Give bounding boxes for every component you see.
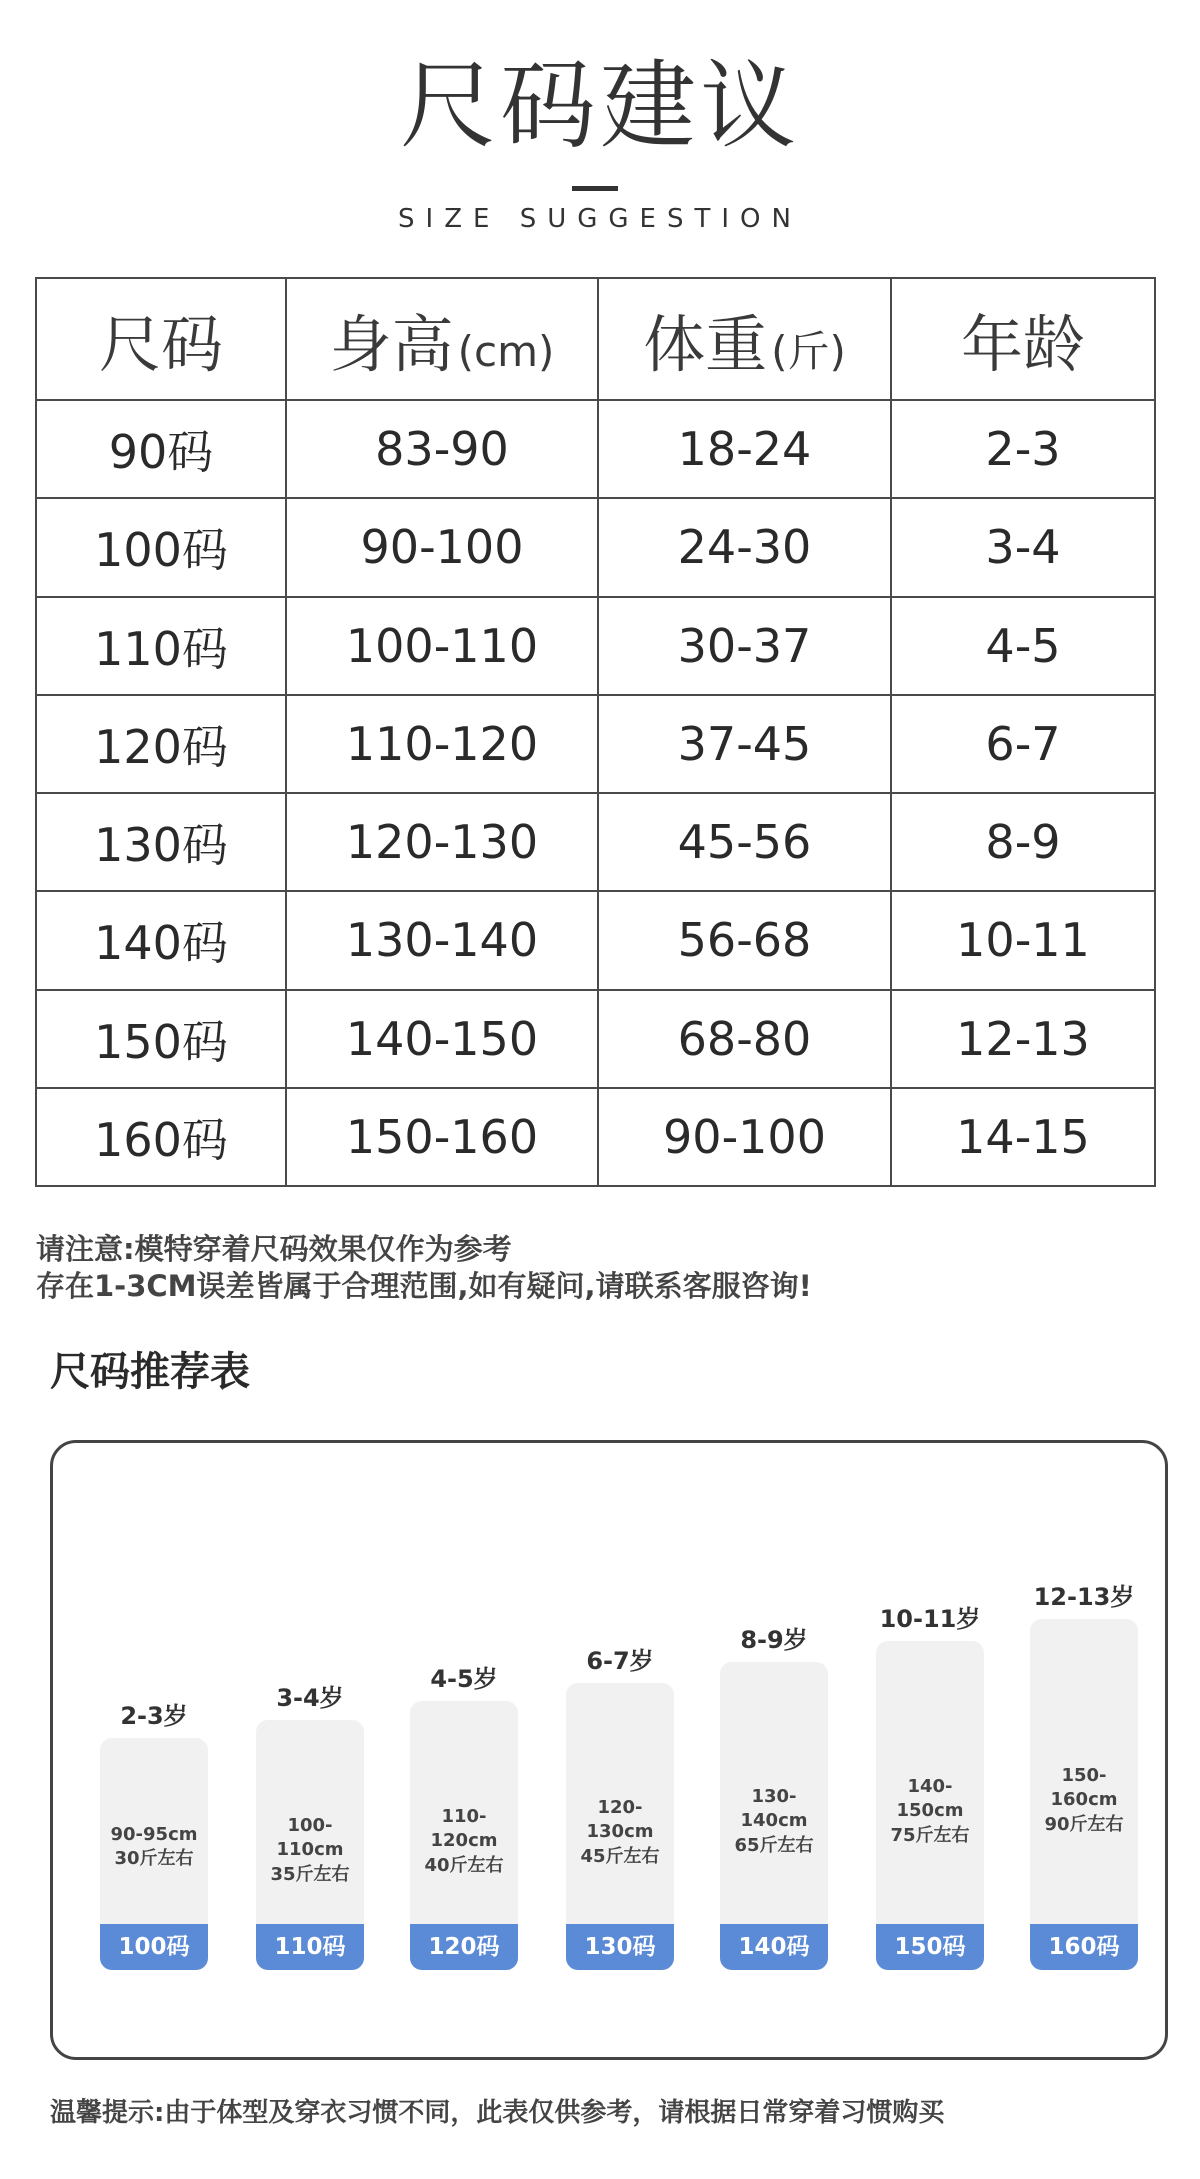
cell-size: 110码 bbox=[36, 597, 286, 695]
size-bar bbox=[1030, 1619, 1138, 1970]
bar-height-range: 110-120cm bbox=[430, 1806, 498, 1852]
table-row bbox=[36, 1088, 1155, 1186]
bar-size-label: 150码 bbox=[876, 1924, 984, 1970]
cell-height: 120-130 bbox=[286, 793, 598, 891]
bar-info bbox=[876, 1775, 984, 1848]
size-bar bbox=[410, 1701, 518, 1970]
recommendation-panel bbox=[50, 1440, 1168, 2060]
header-size: 尺码 bbox=[36, 278, 286, 400]
cell-age: 14-15 bbox=[891, 1088, 1155, 1186]
bar-size-label: 100码 bbox=[100, 1924, 208, 1970]
cell-size: 100码 bbox=[36, 498, 286, 596]
table-row bbox=[36, 695, 1155, 793]
bar-height-range: 130-140cm bbox=[740, 1786, 808, 1832]
cell-weight: 90-100 bbox=[598, 1088, 891, 1186]
bar-age-label: 12-13岁 bbox=[1033, 1583, 1135, 1611]
cell-height: 83-90 bbox=[286, 400, 598, 498]
bar-age-label: 2-3岁 bbox=[120, 1702, 188, 1730]
size-bar bbox=[100, 1738, 208, 1970]
bar-weight: 30斤左右 bbox=[114, 1848, 194, 1870]
bar-weight: 45斤左右 bbox=[580, 1845, 660, 1867]
bar-age-label: 10-11岁 bbox=[879, 1605, 981, 1633]
cell-weight: 37-45 bbox=[598, 695, 891, 793]
bar-size-label: 140码 bbox=[720, 1924, 828, 1970]
cell-weight: 68-80 bbox=[598, 990, 891, 1088]
table-row bbox=[36, 793, 1155, 891]
header-height: 身高(cm) bbox=[286, 278, 598, 400]
table-row bbox=[36, 990, 1155, 1088]
bar-weight: 40斤左右 bbox=[424, 1854, 504, 1876]
cell-age: 6-7 bbox=[891, 695, 1155, 793]
size-bar bbox=[720, 1662, 828, 1970]
page-title: 尺码建议 bbox=[400, 50, 800, 162]
cell-size: 90码 bbox=[36, 400, 286, 498]
table-header-row bbox=[36, 278, 1155, 400]
cell-height: 130-140 bbox=[286, 891, 598, 989]
cell-age: 10-11 bbox=[891, 891, 1155, 989]
bar-size-label: 110码 bbox=[256, 1924, 364, 1970]
bar-age-label: 6-7岁 bbox=[586, 1647, 654, 1675]
bar-height-range: 90-95cm bbox=[110, 1824, 198, 1845]
cell-size: 130码 bbox=[36, 793, 286, 891]
bar-height-range: 120-130cm bbox=[586, 1797, 654, 1843]
bar-info bbox=[566, 1796, 674, 1869]
header-height-unit: (cm) bbox=[457, 326, 555, 376]
cell-weight: 30-37 bbox=[598, 597, 891, 695]
bar-info bbox=[100, 1823, 208, 1872]
bar-age-label: 4-5岁 bbox=[430, 1665, 498, 1693]
cell-weight: 45-56 bbox=[598, 793, 891, 891]
footer-note: 温馨提示:由于体型及穿衣习惯不同，此表仅供参考，请根据日常穿着习惯购买 bbox=[50, 2098, 945, 2128]
cell-size: 120码 bbox=[36, 695, 286, 793]
cell-height: 110-120 bbox=[286, 695, 598, 793]
note-line-2: 存在1-3CM误差皆属于合理范围,如有疑问,请联系客服咨询! bbox=[36, 1269, 812, 1303]
bar-size-label: 130码 bbox=[566, 1924, 674, 1970]
header-weight: 体重(斤) bbox=[598, 278, 891, 400]
header-age: 年龄 bbox=[891, 278, 1155, 400]
bar-info bbox=[720, 1785, 828, 1858]
cell-weight: 18-24 bbox=[598, 400, 891, 498]
bar-weight: 75斤左右 bbox=[890, 1824, 970, 1846]
recommendation-title: 尺码推荐表 bbox=[50, 1349, 250, 1395]
size-bar bbox=[256, 1720, 364, 1970]
bar-weight: 35斤左右 bbox=[270, 1863, 350, 1885]
cell-height: 100-110 bbox=[286, 597, 598, 695]
table-row bbox=[36, 597, 1155, 695]
bar-height-range: 100-110cm bbox=[276, 1815, 344, 1861]
cell-age: 2-3 bbox=[891, 400, 1155, 498]
bar-info bbox=[410, 1805, 518, 1878]
size-bar bbox=[876, 1641, 984, 1970]
cell-weight: 24-30 bbox=[598, 498, 891, 596]
title-divider bbox=[572, 186, 618, 191]
table-row bbox=[36, 891, 1155, 989]
cell-age: 8-9 bbox=[891, 793, 1155, 891]
cell-size: 140码 bbox=[36, 891, 286, 989]
cell-height: 150-160 bbox=[286, 1088, 598, 1186]
table-row bbox=[36, 400, 1155, 498]
bar-height-range: 140-150cm bbox=[896, 1776, 964, 1822]
bar-weight: 90斤左右 bbox=[1044, 1813, 1124, 1835]
bar-size-label: 160码 bbox=[1030, 1924, 1138, 1970]
bar-age-label: 3-4岁 bbox=[276, 1684, 344, 1712]
bar-age-label: 8-9岁 bbox=[740, 1626, 808, 1654]
cell-height: 140-150 bbox=[286, 990, 598, 1088]
cell-weight: 56-68 bbox=[598, 891, 891, 989]
cell-size: 160码 bbox=[36, 1088, 286, 1186]
cell-age: 3-4 bbox=[891, 498, 1155, 596]
bar-info bbox=[256, 1814, 364, 1887]
cell-height: 90-100 bbox=[286, 498, 598, 596]
table-row bbox=[36, 498, 1155, 596]
cell-size: 150码 bbox=[36, 990, 286, 1088]
size-bar bbox=[566, 1683, 674, 1970]
size-table bbox=[35, 277, 1156, 1187]
bar-info bbox=[1030, 1764, 1138, 1837]
bar-size-label: 120码 bbox=[410, 1924, 518, 1970]
page-subtitle: SIZE SUGGESTION bbox=[398, 204, 802, 234]
note-line-1: 请注意:模特穿着尺码效果仅作为参考 bbox=[36, 1232, 512, 1266]
header-weight-unit: (斤) bbox=[771, 326, 846, 376]
bar-height-range: 150-160cm bbox=[1050, 1765, 1118, 1811]
cell-age: 12-13 bbox=[891, 990, 1155, 1088]
bar-weight: 65斤左右 bbox=[734, 1834, 814, 1856]
cell-age: 4-5 bbox=[891, 597, 1155, 695]
